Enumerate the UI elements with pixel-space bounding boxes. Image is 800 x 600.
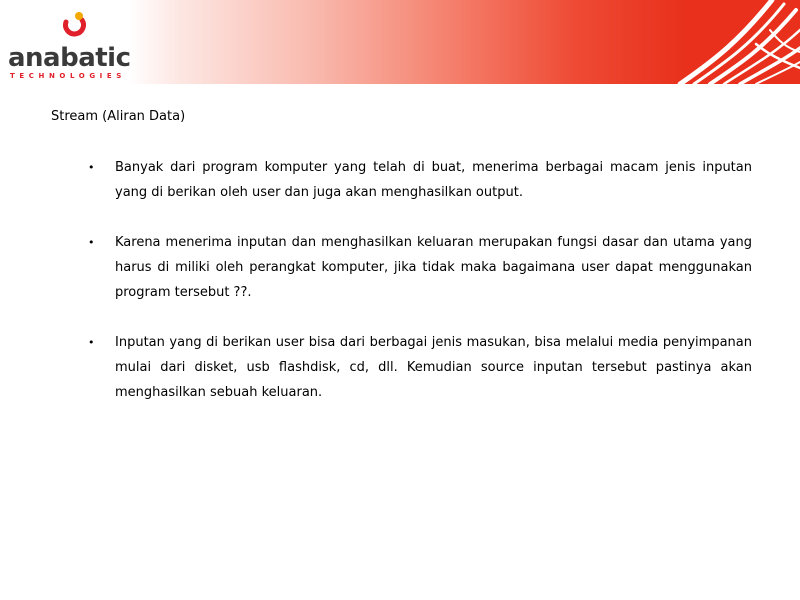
list-item — [88, 230, 752, 305]
bullet-text: Inputan yang di berikan user bisa dari berbagai jenis masukan, bisa melalui media penyimpanan mulai dari disket, usb flashdisk, cd, dll. Kemudian source inputan tersebut pastinya akan menghasilkan sebuah keluaran. — [115, 335, 752, 400]
bullet-list — [88, 155, 752, 430]
list-item — [88, 155, 752, 205]
decorative-swoosh-icon — [660, 0, 800, 84]
logo-subtitle: TECHNOLOGIES — [10, 72, 126, 80]
company-logo — [6, 8, 131, 82]
bullet-icon: • — [88, 161, 95, 174]
logo-wordmark: anabatic — [8, 43, 131, 73]
bullet-text: Banyak dari program komputer yang telah di buat, menerima berbagai macam jenis inputan yang di berikan oleh user dan juga akan menghasilkan output. — [115, 160, 752, 200]
page-title: Stream (Aliran Data) — [51, 109, 186, 124]
list-item — [88, 330, 752, 405]
logo-swirl-icon — [60, 10, 88, 38]
header-band — [0, 0, 800, 84]
bullet-text: Karena menerima inputan dan menghasilkan keluaran merupakan fungsi dasar dan utama yang harus di miliki oleh perangkat komputer, jika tidak maka bagaimana user dapat menggunakan program tersebut ??. — [115, 235, 752, 300]
bullet-icon: • — [88, 236, 95, 249]
bullet-icon: • — [88, 336, 95, 349]
